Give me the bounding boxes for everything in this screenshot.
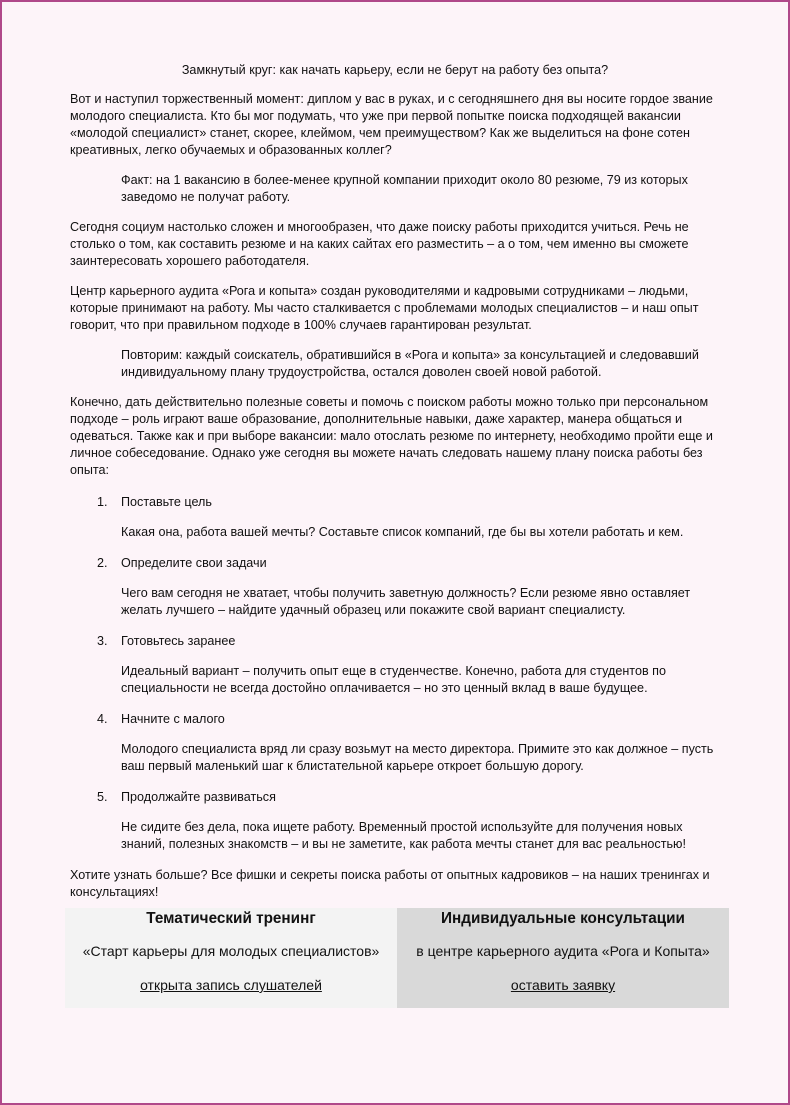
step-number: 4. <box>97 712 108 726</box>
step-description: Молодого специалиста вряд ли сразу возьмут на место директора. Примите это как должное – пусть ваш первый маленький шаг к блистательной карьере откроет большую дорогу. <box>121 742 714 773</box>
intro-paragraph: Вот и наступил торжественный момент: диплом у вас в руках, и с сегодняшнего дня вы носите гордое звание молодого специалиста. Кто бы мог подумать, что уже при первой попытке поиска подходящей вакансии «молодой специалист» станет, скорее, клеймом, чем преимуществом? Как же выделиться на фоне сотен креативных, легко обучаемых и образованных коллег? <box>70 92 713 157</box>
step-number: 5. <box>97 790 108 804</box>
paragraph-plan: Конечно, дать действительно полезные советы и помочь с поиском работы можно только при персональном подходе – роль играют ваше образование, дополнительные навыки, даже характер, манера общаться и одеваться. Также как и при выборе вакансии: мало отослать резюме по интернету, необходимо пройти еще и личное собеседование. Однако уже сегодня вы можете начать следовать нашему плану поиска работы без опыта: <box>70 395 713 477</box>
step-description: Не сидите без дела, пока ищете работу. Временный простой используйте для получения новых знаний, полезных знакомств – и вы не заметите, как работа мечты станет для вас реальностью! <box>121 820 686 851</box>
step-heading: Готовьтесь заранее <box>121 634 236 648</box>
step-description: Чего вам сегодня не хватает, чтобы получить заветную должность? Если резюме явно оставляет желать лучшего – найдите удачный образец или покажите свой вариант специалисту. <box>121 586 691 617</box>
outro-paragraph: Хотите узнать больше? Все фишки и секреты поиска работы от опытных кадровиков – на наших тренингах и консультациях! <box>70 868 710 899</box>
list-item <box>70 711 720 775</box>
consultation-card <box>397 908 729 1008</box>
step-description: Идеальный вариант – получить опыт еще в студенчестве. Конечно, работа для студентов по специальности не всегда достойно оплачивается – но это ценный вклад в ваше будущее. <box>121 664 666 695</box>
list-item <box>70 555 720 619</box>
paragraph-center: Центр карьерного аудита «Рога и копыта» создан руководителями и кадровыми сотрудниками – людьми, которые принимают на работу. Мы часто сталкивается с проблемами молодых специалистов – и наш опыт говорит, что при правильном подходе в 100% случаев гарантирован результат. <box>70 284 699 332</box>
consultation-title: Индивидуальные консультации <box>441 910 685 927</box>
repeat-note: Повторим: каждый соискатель, обратившийся в «Рога и копыта» за консультацией и следовавший индивидуальному плану трудоустройства, остался доволен своей новой работой. <box>121 348 699 379</box>
step-number: 3. <box>97 634 108 648</box>
step-heading: Начните с малого <box>121 712 225 726</box>
list-item <box>70 633 720 697</box>
list-item <box>70 494 720 541</box>
step-description: Какая она, работа вашей мечты? Составьте список компаний, где бы вы хотели работать и кем. <box>121 525 684 539</box>
step-heading: Поставьте цель <box>121 495 212 509</box>
step-heading: Определите свои задачи <box>121 556 267 570</box>
consultation-subtitle: в центре карьерного аудита «Рога и Копыта» <box>416 943 710 959</box>
steps-list <box>70 494 720 853</box>
step-number: 1. <box>97 495 108 509</box>
article-title: Замкнутый круг: как начать карьеру, если не берут на работу без опыта? <box>181 63 609 77</box>
paragraph-society: Сегодня социум настолько сложен и многообразен, что даже поиску работы приходится учиться. Речь не столько о том, как составить резюме и на каких сайтах его разместить – а о том, чем именно вы сможете заинтересовать хорошего работодателя. <box>70 220 689 268</box>
list-item <box>70 789 720 853</box>
consultation-request-link[interactable]: оставить заявку <box>510 977 616 993</box>
step-heading: Продолжайте развиваться <box>121 790 276 804</box>
training-title: Тематический тренинг <box>146 910 316 927</box>
training-signup-link[interactable]: открыта запись слушателей <box>140 977 322 993</box>
article <box>70 62 720 914</box>
training-card <box>65 908 397 1008</box>
training-subtitle: «Старт карьеры для молодых специалистов» <box>82 943 380 959</box>
offer-cards <box>65 908 729 1008</box>
fact-note: Факт: на 1 вакансию в более-менее крупной компании приходит около 80 резюме, 79 из которых заведомо не получат работу. <box>121 173 688 204</box>
step-number: 2. <box>97 556 108 570</box>
